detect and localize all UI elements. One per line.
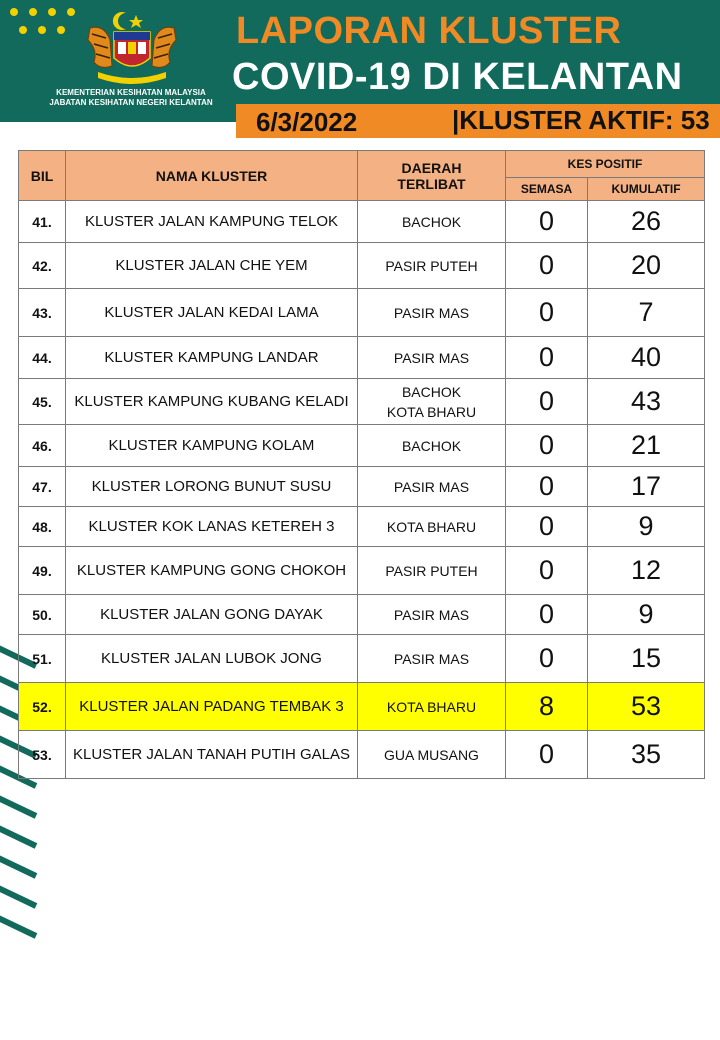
table-row <box>19 731 705 779</box>
row-number: 44. <box>19 337 66 379</box>
column-header-kes-positif: KES POSITIF <box>506 151 705 178</box>
district <box>358 635 506 683</box>
district-name: PASIR MAS <box>393 304 470 321</box>
cluster-name: KLUSTER JALAN LUBOK JONG <box>66 635 358 683</box>
district <box>358 243 506 289</box>
ministry-name <box>36 88 226 108</box>
district <box>358 731 506 779</box>
cluster-table-body <box>19 201 705 779</box>
cluster-table <box>18 150 705 779</box>
malaysia-coat-of-arms-icon <box>76 10 188 86</box>
report-title-line-1: LAPORAN KLUSTER <box>236 10 622 52</box>
district <box>358 683 506 731</box>
district-name: KOTA BHARU <box>386 403 477 420</box>
current-cases: 0 <box>506 243 588 289</box>
cumulative-cases: 15 <box>588 635 705 683</box>
current-cases: 0 <box>506 425 588 467</box>
current-cases: 0 <box>506 289 588 337</box>
decorative-dots <box>10 8 80 38</box>
cumulative-cases: 53 <box>588 683 705 731</box>
table-row <box>19 337 705 379</box>
district-name: BACHOK <box>401 383 462 400</box>
district-name: PASIR PUTEH <box>385 562 478 579</box>
table-row <box>19 595 705 635</box>
row-number: 50. <box>19 595 66 635</box>
cluster-name: KLUSTER JALAN KAMPUNG TELOK <box>66 201 358 243</box>
current-cases: 0 <box>506 731 588 779</box>
table-row <box>19 467 705 507</box>
cluster-name: KLUSTER JALAN CHE YEM <box>66 243 358 289</box>
cumulative-cases: 20 <box>588 243 705 289</box>
table-row <box>19 507 705 547</box>
row-number: 53. <box>19 731 66 779</box>
cluster-name: KLUSTER LORONG BUNUT SUSU <box>66 467 358 507</box>
ministry-line-2: JABATAN KESIHATAN NEGERI KELANTAN <box>49 98 213 107</box>
table-row <box>19 243 705 289</box>
district <box>358 595 506 635</box>
cumulative-cases: 7 <box>588 289 705 337</box>
daerah-header-line-2: TERLIBAT <box>397 175 466 192</box>
cumulative-cases: 43 <box>588 379 705 425</box>
row-number: 49. <box>19 547 66 595</box>
daerah-header-line-1: DAERAH <box>401 159 462 176</box>
cumulative-cases: 35 <box>588 731 705 779</box>
current-cases: 0 <box>506 201 588 243</box>
column-header-bil: BIL <box>19 151 66 201</box>
table-row <box>19 289 705 337</box>
row-number: 48. <box>19 507 66 547</box>
current-cases: 0 <box>506 337 588 379</box>
ministry-line-1: KEMENTERIAN KESIHATAN MALAYSIA <box>56 88 206 97</box>
report-date: 6/3/2022 <box>256 107 358 137</box>
district <box>358 337 506 379</box>
district <box>358 507 506 547</box>
row-number: 42. <box>19 243 66 289</box>
table-row <box>19 379 705 425</box>
cluster-name: KLUSTER KAMPUNG KOLAM <box>66 425 358 467</box>
current-cases: 8 <box>506 683 588 731</box>
table-row <box>19 635 705 683</box>
cumulative-cases: 9 <box>588 595 705 635</box>
row-number: 51. <box>19 635 66 683</box>
district <box>358 547 506 595</box>
district-name: BACHOK <box>401 213 462 230</box>
cluster-name: KLUSTER JALAN KEDAI LAMA <box>66 289 358 337</box>
district <box>358 289 506 337</box>
district-name: KOTA BHARU <box>386 518 477 535</box>
district-name: BACHOK <box>401 437 462 454</box>
district <box>358 467 506 507</box>
cumulative-cases: 12 <box>588 547 705 595</box>
district-name: PASIR MAS <box>393 650 470 667</box>
cluster-name: KLUSTER JALAN PADANG TEMBAK 3 <box>66 683 358 731</box>
cluster-name: KLUSTER KAMPUNG LANDAR <box>66 337 358 379</box>
cluster-name: KLUSTER KOK LANAS KETEREH 3 <box>66 507 358 547</box>
district-name: PASIR PUTEH <box>385 257 478 274</box>
cluster-name: KLUSTER JALAN TANAH PUTIH GALAS <box>66 731 358 779</box>
current-cases: 0 <box>506 595 588 635</box>
row-number: 43. <box>19 289 66 337</box>
table-row <box>19 547 705 595</box>
column-header-daerah <box>358 151 506 201</box>
cluster-name: KLUSTER JALAN GONG DAYAK <box>66 595 358 635</box>
report-title-line-2: COVID-19 DI KELANTAN <box>232 56 683 98</box>
row-number: 47. <box>19 467 66 507</box>
district-name: PASIR MAS <box>393 606 470 623</box>
cumulative-cases: 9 <box>588 507 705 547</box>
cumulative-cases: 40 <box>588 337 705 379</box>
current-cases: 0 <box>506 547 588 595</box>
row-number: 46. <box>19 425 66 467</box>
cumulative-cases: 26 <box>588 201 705 243</box>
column-header-kumulatif: KUMULATIF <box>588 178 705 201</box>
active-cluster-count: |KLUSTER AKTIF: 53 <box>452 105 710 135</box>
current-cases: 0 <box>506 635 588 683</box>
row-number: 45. <box>19 379 66 425</box>
district-name: GUA MUSANG <box>384 746 479 763</box>
district-name: PASIR MAS <box>393 349 470 366</box>
cumulative-cases: 17 <box>588 467 705 507</box>
table-row <box>19 201 705 243</box>
district <box>358 379 506 425</box>
row-number: 41. <box>19 201 66 243</box>
cluster-name: KLUSTER KAMPUNG GONG CHOKOH <box>66 547 358 595</box>
cluster-name: KLUSTER KAMPUNG KUBANG KELADI <box>66 379 358 425</box>
district-name: PASIR MAS <box>393 478 470 495</box>
column-header-semasa: SEMASA <box>506 178 588 201</box>
row-number: 52. <box>19 683 66 731</box>
current-cases: 0 <box>506 467 588 507</box>
current-cases: 0 <box>506 379 588 425</box>
date-banner <box>236 104 720 138</box>
current-cases: 0 <box>506 507 588 547</box>
cumulative-cases: 21 <box>588 425 705 467</box>
column-header-nama-kluster: NAMA KLUSTER <box>66 151 358 201</box>
table-row <box>19 425 705 467</box>
district-name: KOTA BHARU <box>386 698 477 715</box>
district <box>358 425 506 467</box>
district <box>358 201 506 243</box>
table-row <box>19 683 705 731</box>
